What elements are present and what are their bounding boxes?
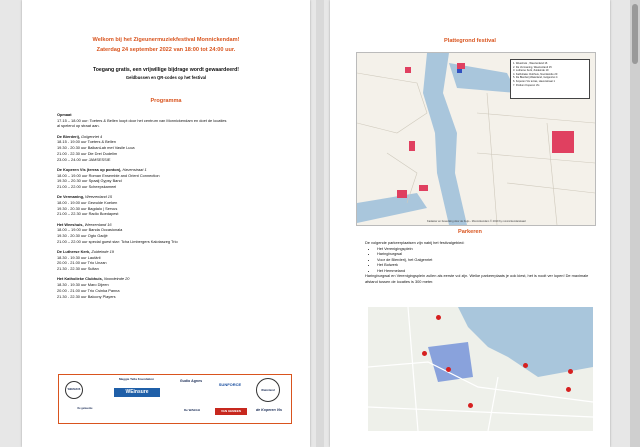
logo-waterland: Waterland bbox=[256, 378, 280, 402]
parkeren-list bbox=[365, 246, 597, 274]
legend-item: 5. De Bierderij Waterland, Golgenriet 4 bbox=[513, 76, 558, 80]
parkeren-title: Parkeren bbox=[458, 229, 482, 235]
legend-item: 2. De Vermaning, Weezenland 15 bbox=[513, 65, 552, 69]
parking-marker bbox=[436, 315, 441, 320]
schedule-line: 21.00 – 22.00 uur special guest star: Tcha Limbergers Kalotaszeg Trio bbox=[57, 238, 178, 244]
document-page-2 bbox=[330, 0, 610, 447]
legend-item: 6. Koperen Vis terras, Havenstraat 1 bbox=[513, 79, 555, 83]
vertical-scrollbar[interactable] bbox=[630, 0, 640, 447]
schedule-line: 19.30 - 20.30 uur Bagdalo | Servus bbox=[57, 205, 118, 211]
schedule-line: 19.30 – 20.30 uur Spaalj Gypsy Band bbox=[57, 178, 122, 184]
legend-item: 1. Weeshuis , Weezenland 16 bbox=[513, 62, 548, 65]
location-4 bbox=[405, 67, 411, 73]
schedule-line: 21.00 – 22.00 uur Scheepskameel bbox=[57, 183, 117, 189]
parking-marker bbox=[568, 369, 573, 374]
schedule-line: 21.30 - 22.30 uur Sultan bbox=[57, 266, 99, 272]
section-katholieke-clubhuis bbox=[57, 276, 297, 299]
logo-weinsure: WEinsure bbox=[114, 388, 160, 397]
section-weeshuis bbox=[57, 222, 297, 245]
schedule-line: 21.00 - 22.30 uur Die Drei Dudelim bbox=[57, 150, 118, 156]
schedule-line: 20.00 - 21.00 uur Trio Csinka Panna bbox=[57, 287, 120, 293]
schedule bbox=[57, 112, 297, 304]
schedule-line: 18.00 - 19.00 uur Gewulde Koeken bbox=[57, 199, 118, 205]
legend-item: 4. Katholieke Clubhuis, Noordeinde 20 bbox=[513, 72, 558, 76]
page-gap bbox=[316, 0, 324, 447]
map-title: Plattegrond festival bbox=[444, 38, 496, 44]
section-vermaning bbox=[57, 194, 297, 217]
logo-weeshuis: WEESHUIS bbox=[65, 381, 83, 399]
welcome-title bbox=[22, 36, 310, 55]
logo-koperen-vis: de Koperen Vis bbox=[255, 408, 283, 412]
section-title: De Koperen Vis (terras op ponton), Havenstraat 1 bbox=[57, 166, 147, 172]
section-title: Het Katholieke Clubhuis, Noordeinde 20 bbox=[57, 276, 130, 282]
scrollbar-thumb[interactable] bbox=[632, 4, 638, 64]
schedule-line: 21.00 – 22.30 uur Radio Boedapest bbox=[57, 211, 119, 217]
schedule-line: 18.00 – 19.00 uur Roman Ensemble and Orient Connection bbox=[57, 172, 160, 178]
entry-line-2: Geldbussen en QR-codes op het festival bbox=[125, 75, 207, 80]
parking-marker bbox=[446, 367, 451, 372]
title-line-2: Zaterdag 24 september 2022 van 18:00 tot 24:00 uur. bbox=[96, 46, 236, 53]
section-koperen-vis bbox=[57, 167, 297, 190]
logo-foundation: Maggie Tetla Foundation bbox=[118, 377, 155, 381]
entry-line-1: Toegang gratis, een vrijwillige bijdrage wordt gewaardeerd! bbox=[92, 67, 240, 73]
schedule-line: 19.30 - 20.30 uur BalkanLab met Vasile Luca bbox=[57, 145, 135, 151]
parkeren-text bbox=[365, 240, 597, 284]
logo-van-gemeen: VAN GEMEEN bbox=[215, 408, 247, 415]
section-title: De Lutherse Kerk, Zuideinde 19 bbox=[57, 249, 114, 255]
parking-marker bbox=[422, 351, 427, 356]
section-opmaat bbox=[57, 112, 297, 129]
schedule-line: 23.00 – 24.00 uur JAMSESSIE bbox=[57, 156, 111, 162]
location-6 bbox=[457, 63, 465, 69]
parking-marker bbox=[468, 403, 473, 408]
section-title: Het Weeshuis, Weezenland 16 bbox=[57, 221, 112, 227]
parkeren-note: Haringburgwal en Verenigingsplein zullen als eerste vol zijn. Welke parkeerplaats je ook kiest, het is nooit ver lopen! De maximale afstand tussen de locaties is 300 meter. bbox=[365, 273, 589, 284]
legend-item: 3. Lutherse Kerk, Zuideinde 19 bbox=[513, 69, 549, 73]
list-item: • Haringburgwal bbox=[377, 251, 597, 257]
list-item: • Het Bolwerk bbox=[377, 262, 597, 268]
programma-heading: Programma bbox=[150, 98, 182, 104]
location-7 bbox=[457, 69, 462, 73]
location-5 bbox=[552, 131, 574, 153]
location-3 bbox=[409, 141, 415, 151]
schedule-line: 18.30 - 19.30 uur Maro Dijeen bbox=[57, 282, 109, 288]
sponsor-logos bbox=[58, 374, 292, 424]
location-1 bbox=[397, 190, 407, 198]
map-legend bbox=[510, 59, 590, 99]
parking-marker bbox=[523, 363, 528, 368]
location-2 bbox=[419, 185, 428, 191]
schedule-line: 21.30 - 22.30 uur Balcony Players bbox=[57, 293, 116, 299]
logo-gemeente: De gemeente bbox=[77, 407, 93, 410]
schedule-line: 17.15 – 18.00 uur: Toeters & Bellen loopt door het centrum van Monnickendam en doet de locaties bbox=[57, 117, 227, 123]
entry-info bbox=[22, 66, 310, 82]
list-item: • Voor de Bierderij, het Galgenriet bbox=[377, 257, 597, 263]
section-title: De Vermaning, Weezenland 15 bbox=[57, 194, 113, 200]
section-title: Opmaat bbox=[57, 112, 72, 117]
schedule-line: 18.30 - 19.30 uur Lautärii bbox=[57, 254, 101, 260]
schedule-line: 20.00 - 21.00 uur Trio Unzan bbox=[57, 260, 107, 266]
schedule-line: 19.30 - 20.30 uur Ogto Gadjé bbox=[57, 233, 108, 239]
list-item: • Het Verenigingsplein bbox=[377, 246, 597, 252]
section-title: De Bierderij, Golgenriet 4 bbox=[57, 133, 103, 139]
map-caption: Kadaster en bewerking door de Kuijs - Monnickendam © 2019 by monnickendamkaart bbox=[427, 220, 526, 223]
document-page-1 bbox=[22, 0, 310, 447]
section-lutherse-kerk bbox=[57, 249, 297, 272]
parking-map bbox=[368, 307, 593, 431]
logo-agency: Gudio Agnes bbox=[179, 379, 203, 383]
parking-marker bbox=[566, 387, 571, 392]
logo-waegh: De WAEGH bbox=[183, 408, 200, 412]
schedule-line: 18.00 – 19.00 uur Banda Occasionala bbox=[57, 227, 123, 233]
logo-sunforce: SUNFORCE bbox=[218, 382, 242, 387]
parkeren-intro: De volgende parkeerplaatsen zijn nabij het festivalgebied: bbox=[365, 240, 465, 245]
legend-item: 7. Podium Koperen Vis bbox=[513, 83, 540, 87]
festival-map bbox=[356, 52, 596, 226]
list-item: • Het Hemmeland bbox=[377, 268, 597, 274]
schedule-line: 18.15 - 19.00 uur Toeters & Bellen bbox=[57, 139, 116, 145]
section-bierderij bbox=[57, 134, 297, 163]
title-line-1: Welkom bij het Zigeunermuziekfestival Monnickendam! bbox=[92, 37, 240, 43]
parking-map-drawing bbox=[368, 307, 593, 431]
schedule-line: al spelend op straat aan. bbox=[57, 123, 100, 129]
